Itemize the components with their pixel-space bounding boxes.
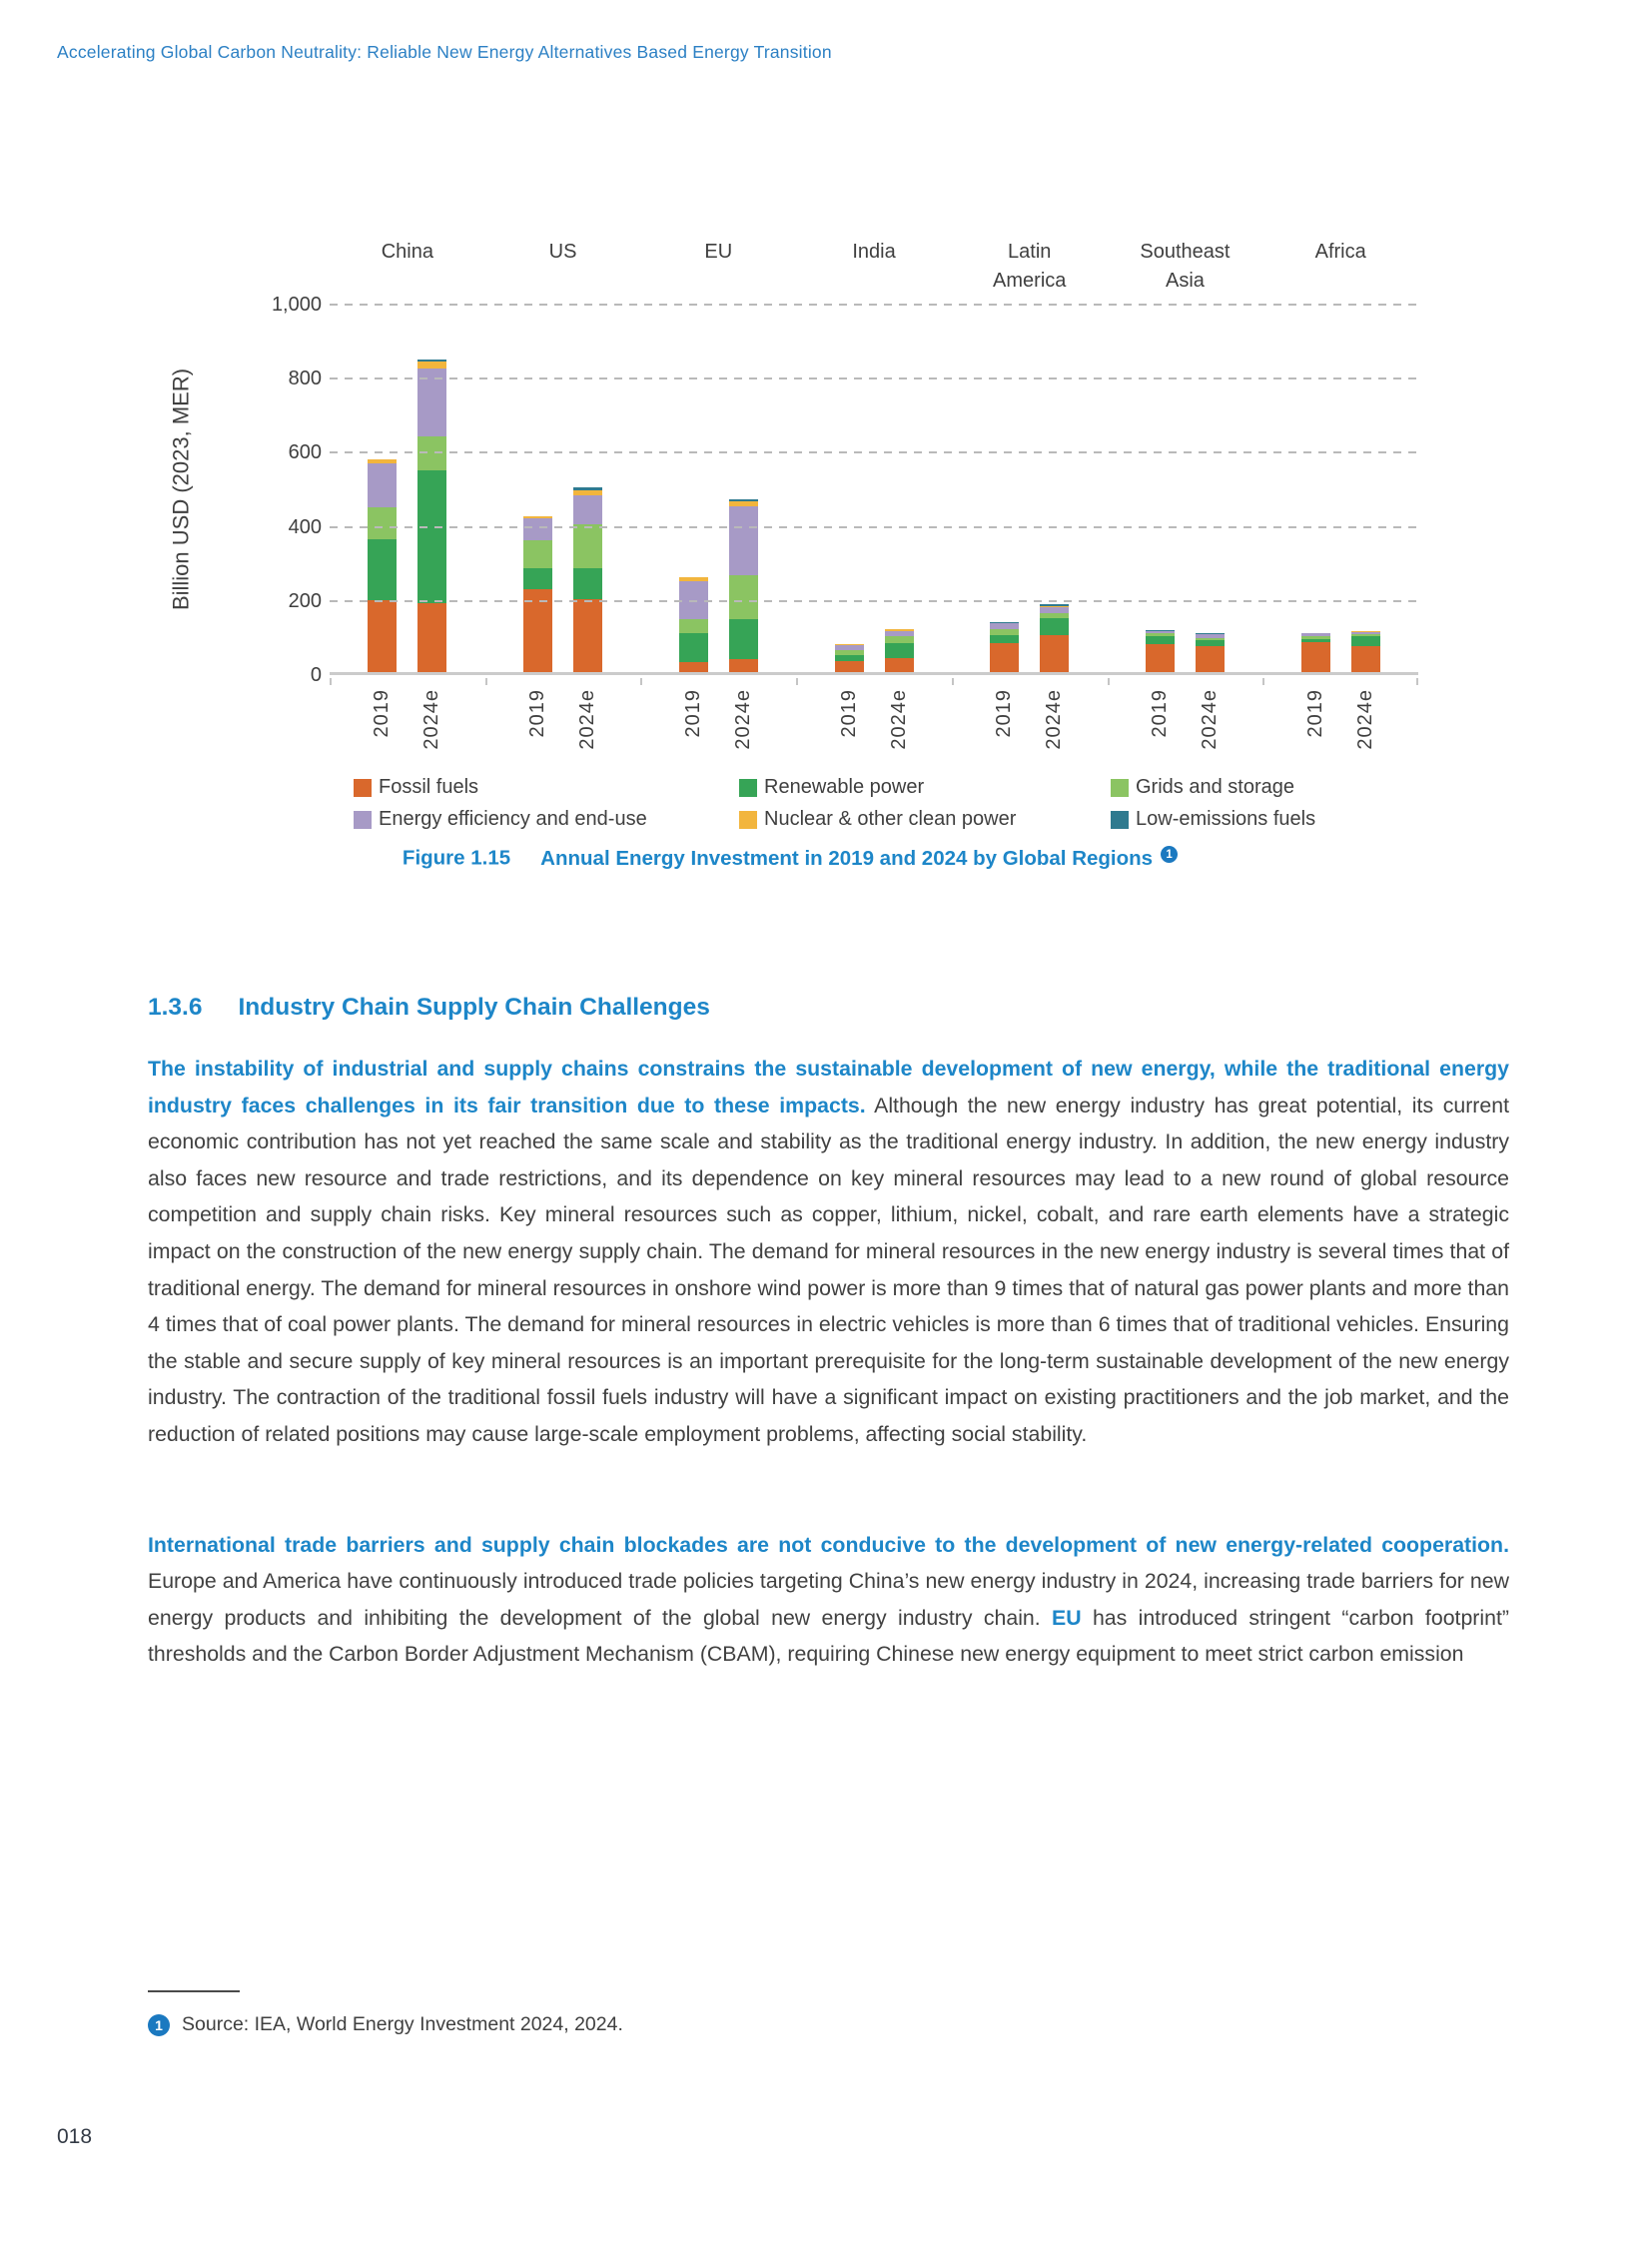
stacked-bar <box>368 459 397 672</box>
paragraph-lead-text: International trade barriers and supply chain blockades are not conducive to the development of new energy-related cooperation. <box>148 1532 1509 1557</box>
paragraph-lead-text: EU <box>1052 1605 1082 1630</box>
x-axis-labels <box>330 689 1418 750</box>
region-label: EU <box>704 241 733 263</box>
stacked-bar <box>1196 633 1225 672</box>
x-label-group <box>640 689 796 750</box>
x-tick-label: 2019 <box>526 689 549 738</box>
y-axis-title: Billion USD (2023, MER) <box>168 368 194 611</box>
legend-item <box>1111 776 1315 799</box>
bar-segment <box>1351 636 1380 646</box>
gridline <box>330 600 1418 602</box>
axis-tick <box>1416 678 1418 685</box>
region-label: US <box>548 241 577 263</box>
paragraph-text: Europe and America have continuously introduced trade policies targeting China’s new energy industry in 2024, increasing trade barriers for new energy products and inhibiting the development of the global new energy industry chain. <box>148 1569 1509 1630</box>
axis-tick <box>952 678 954 685</box>
bar-segment <box>523 518 552 540</box>
figure-title: Annual Energy Investment in 2019 and 2024 by Global Regions <box>540 846 1154 870</box>
bar-segment <box>573 524 602 568</box>
stacked-bar <box>573 487 602 672</box>
body-paragraph <box>148 1527 1509 1673</box>
axis-tick <box>485 678 487 685</box>
legend-item <box>354 776 739 799</box>
y-tick-label: 400 <box>288 515 322 538</box>
x-label-group <box>1108 689 1263 750</box>
x-label-group <box>952 689 1108 750</box>
body-paragraph <box>148 1051 1509 1453</box>
stacked-bar <box>835 644 864 672</box>
footnote <box>148 2013 623 2036</box>
bar-segment <box>368 507 397 539</box>
bar-segment <box>1351 646 1380 672</box>
stacked-bar <box>417 360 446 672</box>
stacked-bar <box>1301 633 1330 672</box>
region-label: India <box>852 241 896 263</box>
bar-segment <box>679 619 708 632</box>
bar-group <box>1262 305 1418 672</box>
bar-segment <box>885 643 914 658</box>
bar-segment <box>1040 618 1069 635</box>
bar-segment <box>729 619 758 659</box>
bar-segment <box>573 599 602 672</box>
energy-investment-chart <box>160 232 1420 906</box>
x-tick-label: 2024e <box>1043 689 1066 750</box>
y-tick-label: 800 <box>288 368 322 390</box>
y-tick-label: 0 <box>310 664 322 686</box>
legend-item <box>739 776 1111 799</box>
bar-segment <box>990 643 1019 672</box>
figure-number: Figure 1.15 <box>402 846 511 870</box>
bar-segment <box>1146 636 1175 644</box>
axis-tick <box>796 678 798 685</box>
bar-segment <box>835 661 864 672</box>
bar-group <box>796 305 952 672</box>
bar-group <box>485 305 641 672</box>
gridline <box>330 304 1418 306</box>
bar-segment <box>417 603 446 672</box>
bar-segment <box>1146 644 1175 672</box>
legend-label: Nuclear & other clean power <box>764 808 1017 830</box>
x-tick-label: 2024e <box>1198 689 1221 750</box>
legend-item <box>1111 808 1315 831</box>
legend-item <box>739 808 1111 831</box>
legend-label: Energy efficiency and end-use <box>379 808 647 830</box>
bar-group <box>1108 305 1263 672</box>
x-label-group <box>796 689 952 750</box>
x-tick-label: 2019 <box>1303 689 1326 738</box>
gridline <box>330 526 1418 528</box>
legend-label: Fossil fuels <box>379 776 479 798</box>
x-axis-ticks <box>330 678 1418 686</box>
bar-segment <box>729 506 758 575</box>
page-number: 018 <box>57 2125 93 2148</box>
bar-group <box>640 305 796 672</box>
body-text <box>148 1051 1509 1673</box>
legend-label: Renewable power <box>764 776 925 798</box>
paragraph-lead-text: The instability of industrial and supply chains constrains the sustainable development of new energy, while the traditional energy industry faces challenges in its fair transition due to these impacts. <box>148 1057 1509 1118</box>
legend-label: Low-emissions fuels <box>1136 808 1316 830</box>
axis-tick <box>330 678 332 685</box>
stacked-bar <box>990 622 1019 672</box>
x-label-group <box>485 689 641 750</box>
legend-swatch <box>1111 811 1129 829</box>
region-label: Southeast Asia <box>1140 241 1231 292</box>
bar-segment <box>573 568 602 600</box>
plot-area <box>330 305 1418 675</box>
footnote-rule <box>148 1990 240 1992</box>
legend-item <box>354 808 739 831</box>
x-tick-label: 2019 <box>837 689 860 738</box>
x-tick-label: 2019 <box>681 689 704 738</box>
bar-group <box>330 305 485 672</box>
section-heading <box>148 994 710 1022</box>
stacked-bar <box>1146 630 1175 672</box>
bar-group <box>952 305 1108 672</box>
footnote-number-badge: 1 <box>148 2014 170 2036</box>
legend-swatch <box>739 811 757 829</box>
stacked-bar <box>679 577 708 672</box>
bar-segment <box>523 568 552 588</box>
bar-segment <box>885 658 914 672</box>
y-tick-label: 200 <box>288 589 322 612</box>
x-label-group <box>1262 689 1418 750</box>
chart-legend <box>354 776 1315 831</box>
gridline <box>330 377 1418 379</box>
bar-segment <box>368 539 397 600</box>
running-header: Accelerating Global Carbon Neutrality: Reliable New Energy Alternatives Based Energy Transition <box>57 42 832 62</box>
x-tick-label: 2024e <box>1353 689 1376 750</box>
figure-caption <box>160 846 1420 871</box>
y-tick-label: 600 <box>288 441 322 464</box>
y-tick-label: 1,000 <box>271 294 322 316</box>
bar-segment <box>885 636 914 643</box>
bar-segment <box>417 362 446 369</box>
x-tick-label: 2024e <box>887 689 910 750</box>
bar-segment <box>368 600 397 672</box>
legend-label: Grids and storage <box>1136 776 1294 798</box>
section-number: 1.3.6 <box>148 994 203 1021</box>
paragraph-text: has introduced stringent “carbon footprint” thresholds and the Carbon Border Adjustment Mechanism (CBAM), requiring Chinese new energy equipment to meet strict carbon emission <box>148 1605 1509 1667</box>
axis-tick <box>1262 678 1264 685</box>
x-tick-label: 2024e <box>731 689 754 750</box>
bar-segment <box>573 495 602 524</box>
gridline <box>330 451 1418 453</box>
x-tick-label: 2024e <box>576 689 599 750</box>
region-label: China <box>381 241 433 263</box>
section-title: Industry Chain Supply Chain Challenges <box>238 994 710 1021</box>
bar-segment <box>729 575 758 620</box>
region-label: Africa <box>1314 241 1366 263</box>
axis-tick <box>1108 678 1110 685</box>
axis-tick <box>640 678 642 685</box>
footnote-text: Source: IEA, World Energy Investment 2024, 2024. <box>182 2013 623 2035</box>
region-label: Latin America <box>993 241 1067 292</box>
x-label-group <box>330 689 485 750</box>
footnote-ref-badge: 1 <box>1161 846 1178 863</box>
legend-swatch <box>354 779 372 797</box>
legend-swatch <box>1111 779 1129 797</box>
region-labels-row <box>330 238 1418 296</box>
bar-segment <box>679 633 708 662</box>
bar-segment <box>1301 642 1330 672</box>
x-tick-label: 2024e <box>420 689 443 750</box>
bar-segment <box>729 659 758 672</box>
bar-segment <box>368 463 397 508</box>
bar-segment <box>417 470 446 604</box>
bar-groups <box>330 305 1418 672</box>
bar-segment <box>1040 635 1069 672</box>
legend-swatch <box>354 811 372 829</box>
legend-swatch <box>739 779 757 797</box>
bar-segment <box>679 662 708 672</box>
stacked-bar <box>885 629 914 672</box>
x-tick-label: 2019 <box>371 689 394 738</box>
stacked-bar <box>523 516 552 672</box>
bar-segment <box>990 635 1019 643</box>
stacked-bar <box>1351 631 1380 672</box>
x-tick-label: 2019 <box>993 689 1016 738</box>
bar-segment <box>1196 646 1225 672</box>
x-tick-label: 2019 <box>1148 689 1171 738</box>
stacked-bar <box>1040 604 1069 672</box>
bar-segment <box>523 540 552 568</box>
paragraph-text: Although the new energy industry has great potential, its current economic contribution has not yet reached the same scale and stability as the traditional energy industry. In addition, the new energy industry also faces new resource and trade restrictions, and its dependence on key mineral resources may lead to a new round of global resource competition and supply chain risks. Key mineral resources such as copper, lithium, nickel, cobalt, and rare earth elements have a strategic impact on the construction of the new energy supply chain. The demand for mineral resources in the new energy industry is several times that of traditional energy. The demand for mineral resources in onshore wind power is more than 9 times that of natural gas power plants and more than 4 times that of coal power plants. The demand for mineral resources in electric vehicles is more than 6 times that of traditional vehicles. Ensuring the stable and secure supply of key mineral resources is an important prerequisite for the long-term sustainable development of the new energy industry. The contraction of the traditional fossil fuels industry will have a significant impact on existing practitioners and the job market, and the reduction of related positions may cause large-scale employment problems, affecting social stability. <box>148 1093 1509 1446</box>
